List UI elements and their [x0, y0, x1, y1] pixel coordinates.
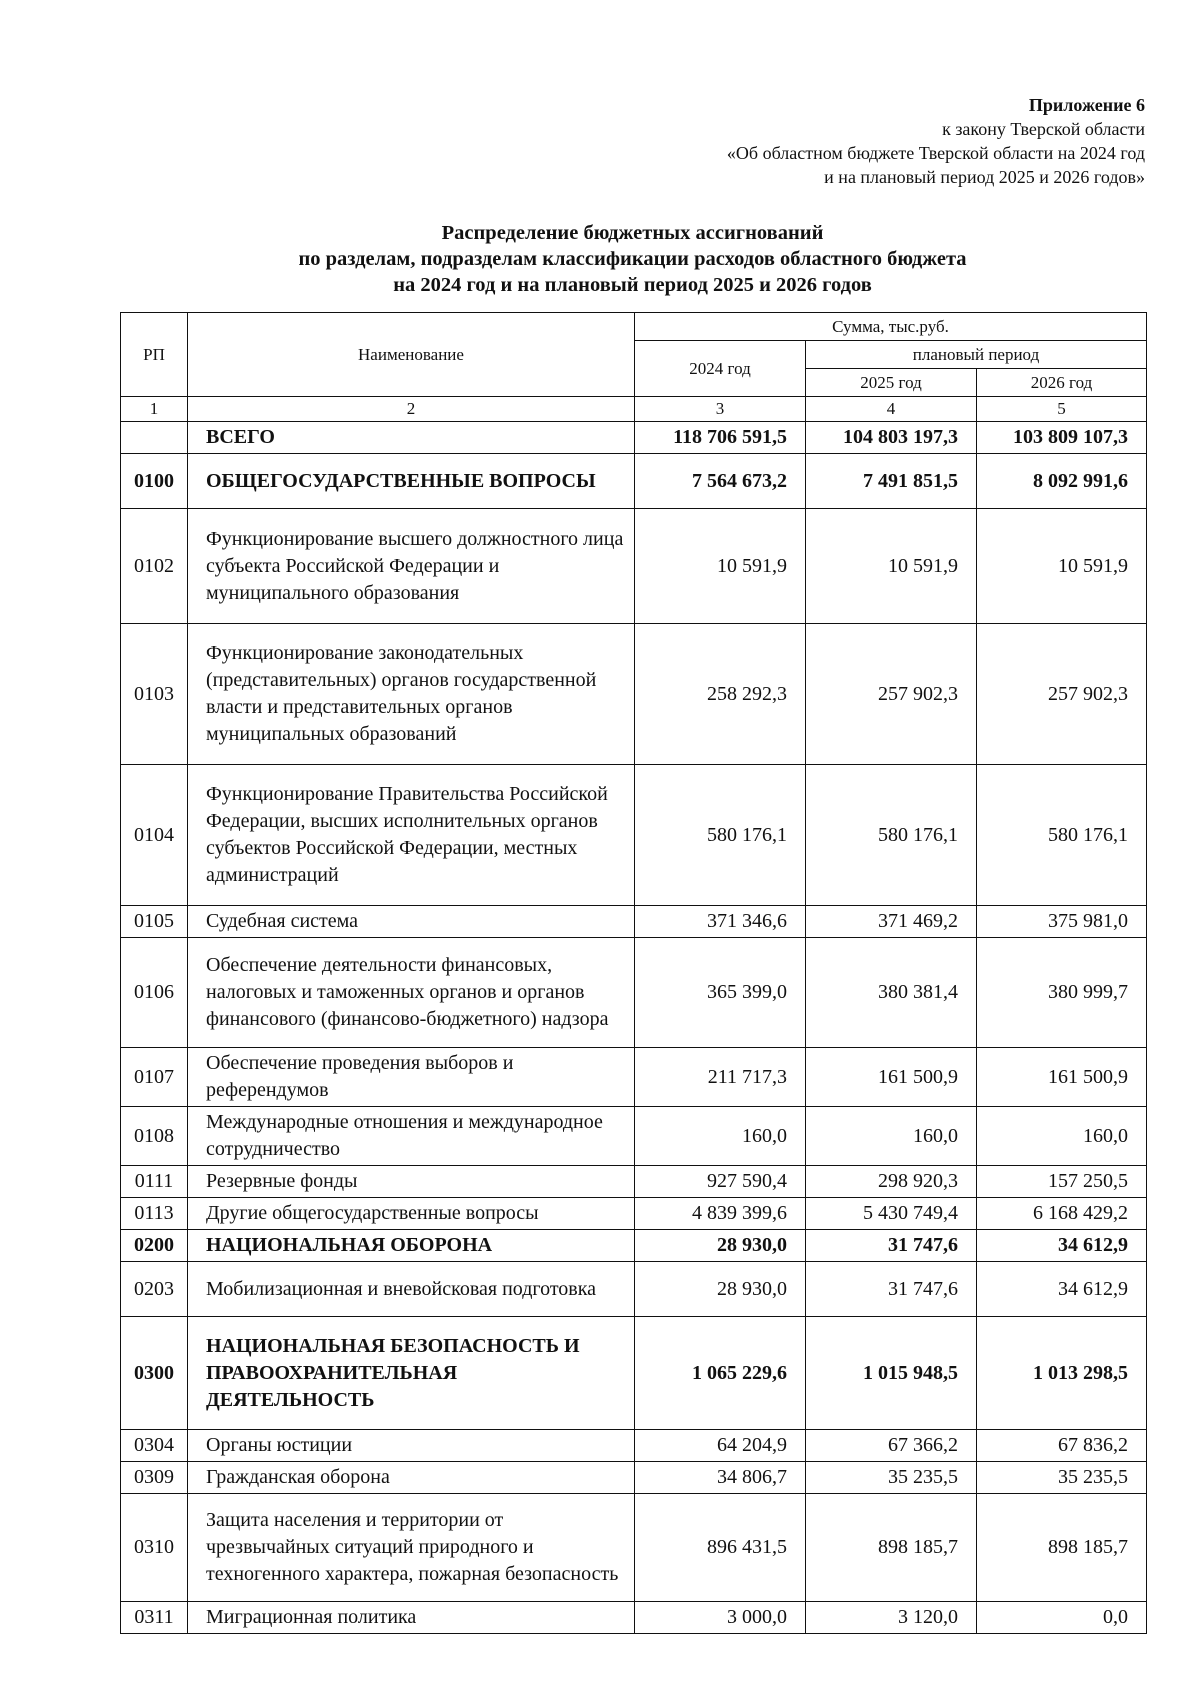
row-value-2024: 4 839 399,6 — [635, 1198, 806, 1230]
table-row — [121, 454, 1147, 509]
appendix-line-3: и на плановый период 2025 и 2026 годов» — [824, 167, 1145, 187]
table-row — [121, 422, 1147, 454]
table-row — [121, 1230, 1147, 1262]
row-value-2024: 211 717,3 — [635, 1048, 806, 1107]
table-row — [121, 1198, 1147, 1230]
row-value-2025: 31 747,6 — [806, 1230, 977, 1262]
column-number: 1 — [121, 397, 188, 422]
row-value-2024: 10 591,9 — [635, 509, 806, 624]
row-name: НАЦИОНАЛЬНАЯ БЕЗОПАСНОСТЬ И ПРАВООХРАНИТЕЛЬНАЯ ДЕЯТЕЛЬНОСТЬ — [188, 1317, 635, 1430]
row-value-2026: 35 235,5 — [977, 1462, 1147, 1494]
row-name: Функционирование Правительства Российской Федерации, высших исполнительных органов субъектов Российской Федерации, местных администраций — [188, 765, 635, 906]
row-value-2025: 67 366,2 — [806, 1430, 977, 1462]
row-value-2025: 898 185,7 — [806, 1494, 977, 1602]
row-code: 0304 — [121, 1430, 188, 1462]
row-value-2026: 161 500,9 — [977, 1048, 1147, 1107]
row-name: Обеспечение деятельности финансовых, налоговых и таможенных органов и органов финансового (финансово-бюджетного) надзора — [188, 938, 635, 1048]
header-2026: 2026 год — [977, 369, 1147, 397]
row-value-2026: 103 809 107,3 — [977, 422, 1147, 454]
header-sum: Сумма, тыс.руб. — [635, 313, 1147, 341]
row-name: Защита населения и территории от чрезвычайных ситуаций природного и техногенного характера, пожарная безопасность — [188, 1494, 635, 1602]
row-value-2025: 5 430 749,4 — [806, 1198, 977, 1230]
row-value-2025: 580 176,1 — [806, 765, 977, 906]
row-name: Резервные фонды — [188, 1166, 635, 1198]
row-value-2026: 8 092 991,6 — [977, 454, 1147, 509]
column-number: 4 — [806, 397, 977, 422]
row-value-2024: 28 930,0 — [635, 1230, 806, 1262]
title-line-1: Распределение бюджетных ассигнований — [441, 222, 824, 244]
row-code: 0310 — [121, 1494, 188, 1602]
table-row — [121, 509, 1147, 624]
header-planned: плановый период — [806, 341, 1147, 369]
row-code: 0107 — [121, 1048, 188, 1107]
table-row — [121, 1494, 1147, 1602]
row-value-2024: 580 176,1 — [635, 765, 806, 906]
column-number-row — [121, 397, 1147, 422]
table-row — [121, 1430, 1147, 1462]
row-value-2025: 371 469,2 — [806, 906, 977, 938]
row-value-2024: 64 204,9 — [635, 1430, 806, 1462]
row-value-2024: 258 292,3 — [635, 624, 806, 765]
table-row — [121, 938, 1147, 1048]
row-value-2025: 257 902,3 — [806, 624, 977, 765]
table-row — [121, 1602, 1147, 1634]
row-value-2026: 380 999,7 — [977, 938, 1147, 1048]
column-number: 5 — [977, 397, 1147, 422]
row-name: Функционирование высшего должностного лица субъекта Российской Федерации и муниципального образования — [188, 509, 635, 624]
row-value-2025: 1 015 948,5 — [806, 1317, 977, 1430]
row-value-2025: 161 500,9 — [806, 1048, 977, 1107]
row-value-2025: 31 747,6 — [806, 1262, 977, 1317]
row-value-2026: 0,0 — [977, 1602, 1147, 1634]
row-value-2025: 3 120,0 — [806, 1602, 977, 1634]
appendix-line-1: к закону Тверской области — [942, 119, 1145, 139]
row-name: Обеспечение проведения выборов и референдумов — [188, 1048, 635, 1107]
table-row — [121, 1048, 1147, 1107]
column-number: 3 — [635, 397, 806, 422]
row-value-2025: 380 381,4 — [806, 938, 977, 1048]
table-row — [121, 1462, 1147, 1494]
table-row — [121, 1166, 1147, 1198]
table-row — [121, 1262, 1147, 1317]
table-row — [121, 1107, 1147, 1166]
row-name: НАЦИОНАЛЬНАЯ ОБОРОНА — [188, 1230, 635, 1262]
row-name: Мобилизационная и вневойсковая подготовка — [188, 1262, 635, 1317]
row-name: Миграционная политика — [188, 1602, 635, 1634]
appendix-header — [727, 93, 1145, 189]
row-value-2025: 160,0 — [806, 1107, 977, 1166]
row-code: 0104 — [121, 765, 188, 906]
row-value-2024: 896 431,5 — [635, 1494, 806, 1602]
row-value-2026: 898 185,7 — [977, 1494, 1147, 1602]
row-value-2026: 1 013 298,5 — [977, 1317, 1147, 1430]
table-row — [121, 624, 1147, 765]
row-name: Функционирование законодательных (представительных) органов государственной власти и представительных органов муниципальных образований — [188, 624, 635, 765]
row-code: 0103 — [121, 624, 188, 765]
row-value-2024: 371 346,6 — [635, 906, 806, 938]
row-value-2025: 7 491 851,5 — [806, 454, 977, 509]
table-row — [121, 1317, 1147, 1430]
row-value-2026: 6 168 429,2 — [977, 1198, 1147, 1230]
row-name: Другие общегосударственные вопросы — [188, 1198, 635, 1230]
row-value-2026: 580 176,1 — [977, 765, 1147, 906]
row-code: 0203 — [121, 1262, 188, 1317]
row-value-2024: 7 564 673,2 — [635, 454, 806, 509]
row-value-2024: 28 930,0 — [635, 1262, 806, 1317]
row-code: 0102 — [121, 509, 188, 624]
row-value-2024: 160,0 — [635, 1107, 806, 1166]
row-name: Международные отношения и международное сотрудничество — [188, 1107, 635, 1166]
row-value-2025: 104 803 197,3 — [806, 422, 977, 454]
row-value-2024: 365 399,0 — [635, 938, 806, 1048]
row-value-2026: 67 836,2 — [977, 1430, 1147, 1462]
row-value-2026: 34 612,9 — [977, 1262, 1147, 1317]
header-name: Наименование — [188, 313, 635, 397]
row-code: 0106 — [121, 938, 188, 1048]
document-title — [120, 220, 1145, 298]
row-name: Органы юстиции — [188, 1430, 635, 1462]
column-number: 2 — [188, 397, 635, 422]
header-2025: 2025 год — [806, 369, 977, 397]
header-code: РП — [121, 313, 188, 397]
row-value-2024: 3 000,0 — [635, 1602, 806, 1634]
row-code: 0105 — [121, 906, 188, 938]
header-2024: 2024 год — [635, 341, 806, 397]
row-value-2024: 1 065 229,6 — [635, 1317, 806, 1430]
row-code: 0113 — [121, 1198, 188, 1230]
title-line-2: по разделам, подразделам классификации расходов областного бюджета — [298, 248, 967, 270]
row-code: 0200 — [121, 1230, 188, 1262]
row-value-2024: 34 806,7 — [635, 1462, 806, 1494]
row-value-2025: 35 235,5 — [806, 1462, 977, 1494]
row-name: ОБЩЕГОСУДАРСТВЕННЫЕ ВОПРОСЫ — [188, 454, 635, 509]
row-code: 0111 — [121, 1166, 188, 1198]
appendix-line-2: «Об областном бюджете Тверской области на 2024 год — [726, 143, 1145, 163]
row-code: 0108 — [121, 1107, 188, 1166]
row-code: 0300 — [121, 1317, 188, 1430]
table-body — [121, 422, 1147, 1634]
table-header — [121, 313, 1147, 422]
row-value-2026: 10 591,9 — [977, 509, 1147, 624]
table-row — [121, 906, 1147, 938]
row-value-2026: 257 902,3 — [977, 624, 1147, 765]
row-value-2026: 34 612,9 — [977, 1230, 1147, 1262]
row-value-2024: 927 590,4 — [635, 1166, 806, 1198]
budget-table — [120, 312, 1147, 1634]
row-name: ВСЕГО — [188, 422, 635, 454]
row-code: 0311 — [121, 1602, 188, 1634]
row-code: 0100 — [121, 454, 188, 509]
row-name: Гражданская оборона — [188, 1462, 635, 1494]
row-code: 0309 — [121, 1462, 188, 1494]
row-value-2025: 298 920,3 — [806, 1166, 977, 1198]
appendix-title: Приложение 6 — [1028, 95, 1145, 115]
title-line-3: на 2024 год и на плановый период 2025 и 2026 годов — [393, 274, 872, 296]
row-value-2026: 160,0 — [977, 1107, 1147, 1166]
row-value-2026: 375 981,0 — [977, 906, 1147, 938]
row-name: Судебная система — [188, 906, 635, 938]
table-row — [121, 765, 1147, 906]
row-value-2026: 157 250,5 — [977, 1166, 1147, 1198]
row-value-2024: 118 706 591,5 — [635, 422, 806, 454]
row-value-2025: 10 591,9 — [806, 509, 977, 624]
row-code — [121, 422, 188, 454]
